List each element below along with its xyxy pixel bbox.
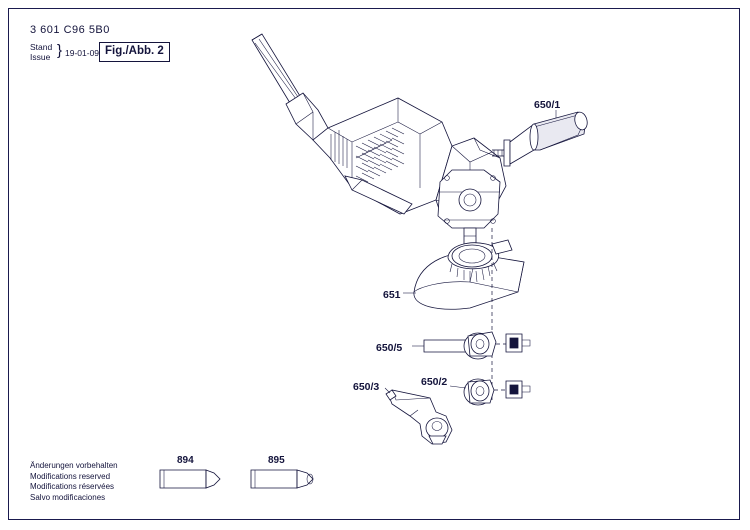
figure-label-box: Fig./Abb. 2 — [99, 42, 170, 62]
support-flange — [424, 332, 530, 359]
partnum-894: 894 — [177, 455, 194, 466]
stand-label: Stand — [30, 42, 53, 52]
auxiliary-handle — [492, 111, 589, 166]
brace-glyph: } — [57, 42, 63, 59]
callout-650-3: 650/3 — [353, 381, 380, 393]
bottom-part-894 — [160, 470, 220, 488]
disclaimer-fr: Modifications réservées — [30, 482, 115, 491]
power-cord — [252, 34, 300, 103]
protective-guard — [414, 240, 524, 309]
disclaimer-es: Salvo modificaciones — [30, 492, 106, 502]
leader-650-2 — [450, 386, 466, 388]
spindle — [464, 228, 476, 244]
callout-651: 651 — [383, 289, 401, 301]
gear-head — [438, 170, 500, 228]
callout-650-2: 650/2 — [421, 376, 448, 388]
two-pin-spanner — [386, 390, 452, 444]
bottom-part-895 — [251, 470, 313, 488]
leader-650-3 — [385, 388, 390, 393]
clamping-nut — [464, 379, 530, 405]
partnum-895: 895 — [268, 455, 285, 466]
issue-date: 19-01-09 — [65, 48, 100, 58]
callout-650-5: 650/5 — [376, 342, 403, 354]
disclaimer-de: Änderungen vorbehalten — [30, 461, 118, 470]
issue-label: Issue — [30, 52, 51, 62]
disclaimer-en: Modifications reserved — [30, 471, 111, 481]
callout-650-1: 650/1 — [534, 99, 561, 111]
part-number-code: 3 601 C96 5B0 — [30, 24, 110, 36]
